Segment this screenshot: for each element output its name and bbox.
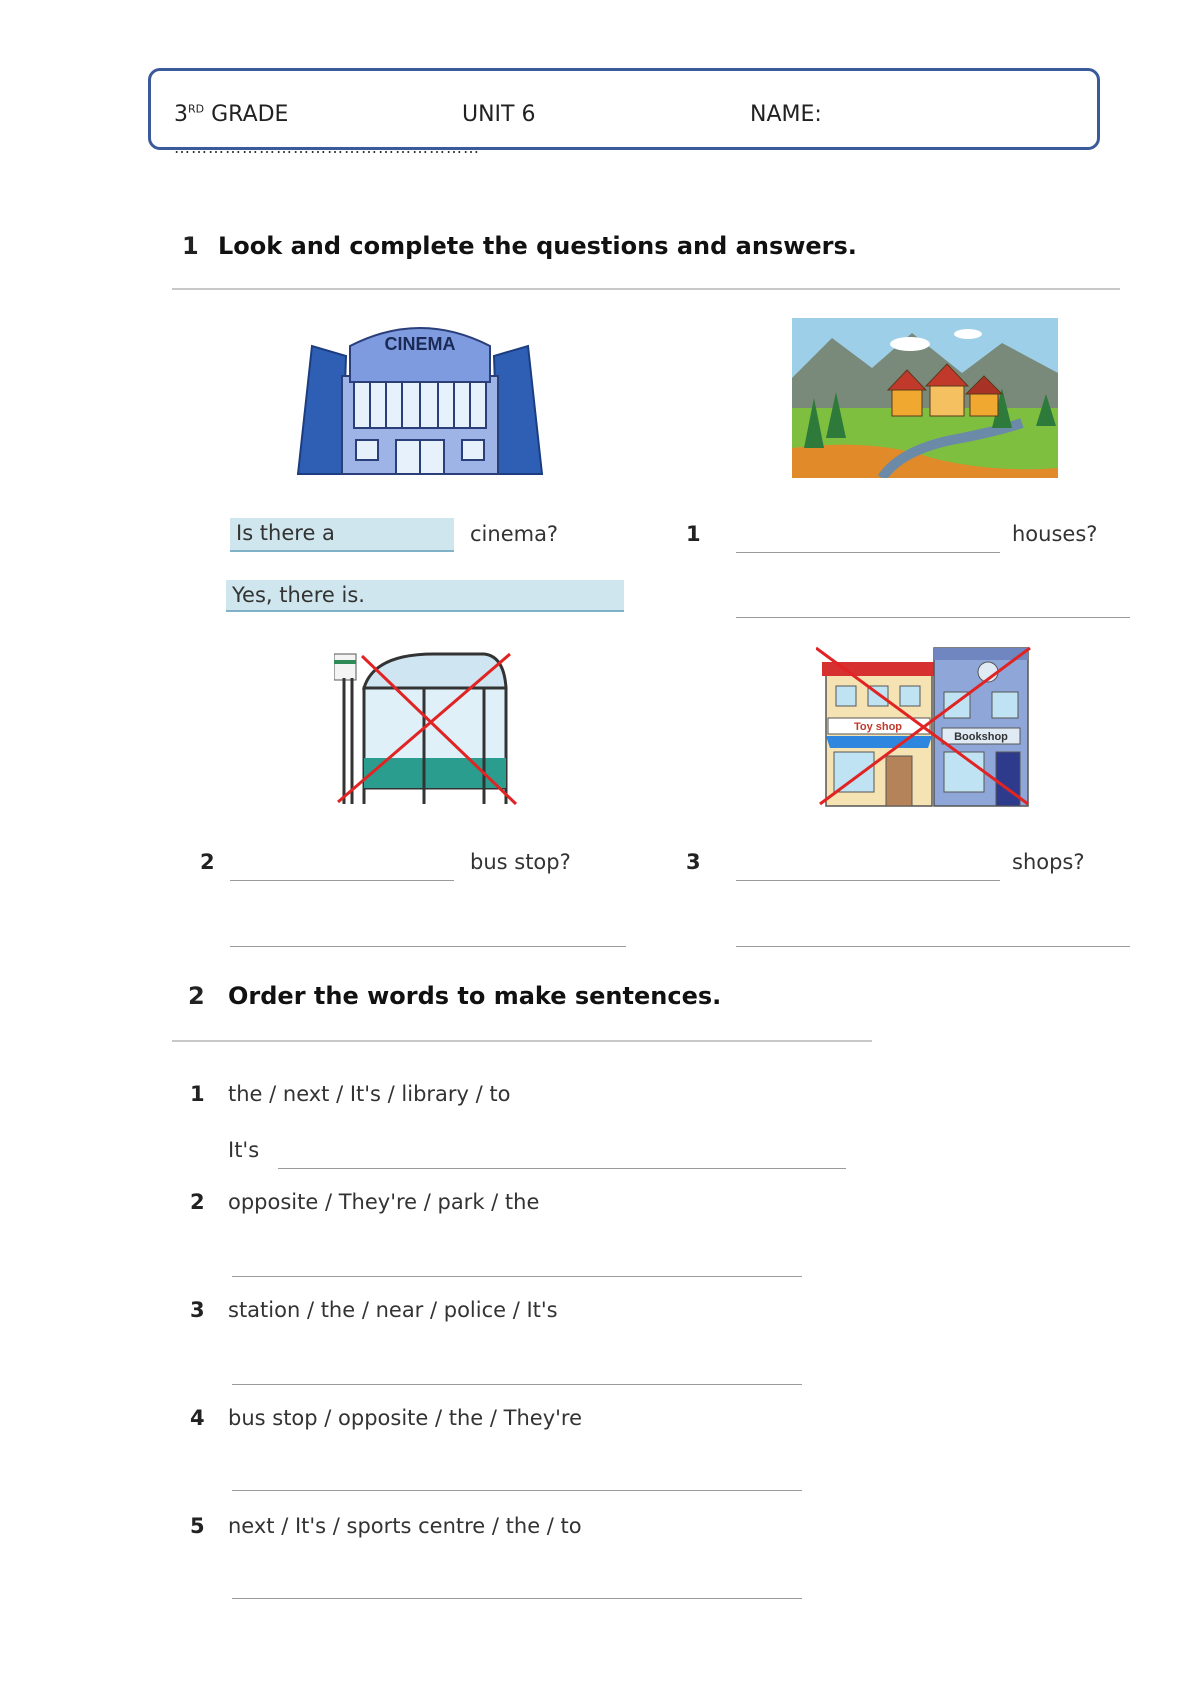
toy-shop-sign: Toy shop — [853, 721, 903, 733]
ex2-item2-words: opposite / They're / park / the — [228, 1190, 540, 1214]
ex2-item5-number: 5 — [190, 1514, 205, 1538]
ex2-item2-answer-blank[interactable] — [232, 1276, 802, 1277]
example-question-answer[interactable]: Is there a — [230, 518, 454, 552]
exercise2-number: 2 — [188, 982, 205, 1010]
exercise1-rule — [172, 288, 1120, 290]
ex2-item4-words: bus stop / opposite / the / They're — [228, 1406, 582, 1430]
item2-number: 2 — [200, 850, 215, 874]
bookshop-sign: Bookshop — [954, 731, 1008, 743]
item3-number: 3 — [686, 850, 701, 874]
ex2-item3-words: station / the / near / police / It's — [228, 1298, 558, 1322]
grade-label: 3RD GRADE — [174, 102, 289, 127]
item3-answer-blank[interactable] — [736, 946, 1130, 947]
item2-question-end: bus stop? — [470, 850, 571, 874]
item2-answer-blank[interactable] — [230, 946, 626, 947]
ex2-item3-answer-blank[interactable] — [232, 1384, 802, 1385]
item1-question-end: houses? — [1012, 522, 1098, 546]
exercise2-rule — [172, 1040, 872, 1042]
item1-question-blank[interactable] — [736, 552, 1000, 553]
ex2-item4-number: 4 — [190, 1406, 205, 1430]
ex2-item3-number: 3 — [190, 1298, 205, 1322]
cinema-sign: CINEMA — [384, 334, 456, 354]
ex2-item4-answer-blank[interactable] — [232, 1490, 802, 1491]
cinema-picture — [296, 316, 544, 476]
bus-stop-picture — [334, 648, 520, 808]
name-field-dots[interactable]: ……………………………………………… — [174, 138, 480, 157]
example-answer[interactable]: Yes, there is. — [226, 580, 624, 612]
item3-question-blank[interactable] — [736, 880, 1000, 881]
ex2-item1-answer-blank[interactable] — [278, 1168, 846, 1169]
houses-picture — [792, 318, 1058, 478]
item3-question-end: shops? — [1012, 850, 1085, 874]
item2-question-blank[interactable] — [230, 880, 454, 881]
ex2-item2-number: 2 — [190, 1190, 205, 1214]
unit-label: UNIT 6 — [462, 102, 536, 127]
example-question-end: cinema? — [470, 522, 559, 546]
item1-answer-blank[interactable] — [736, 617, 1130, 618]
exercise1-title: Look and complete the questions and answers. — [218, 232, 857, 260]
exercise2-title: Order the words to make sentences. — [228, 982, 722, 1010]
ex2-item5-words: next / It's / sports centre / the / to — [228, 1514, 582, 1538]
exercise1-number: 1 — [182, 232, 199, 260]
item1-number: 1 — [686, 522, 701, 546]
ex2-item1-starter: It's — [228, 1138, 260, 1162]
name-label: NAME: — [750, 102, 822, 127]
ex2-item5-answer-blank[interactable] — [232, 1598, 802, 1599]
ex2-item1-words: the / next / It's / library / to — [228, 1082, 511, 1106]
ex2-item1-number: 1 — [190, 1082, 205, 1106]
shops-picture — [816, 644, 1034, 808]
